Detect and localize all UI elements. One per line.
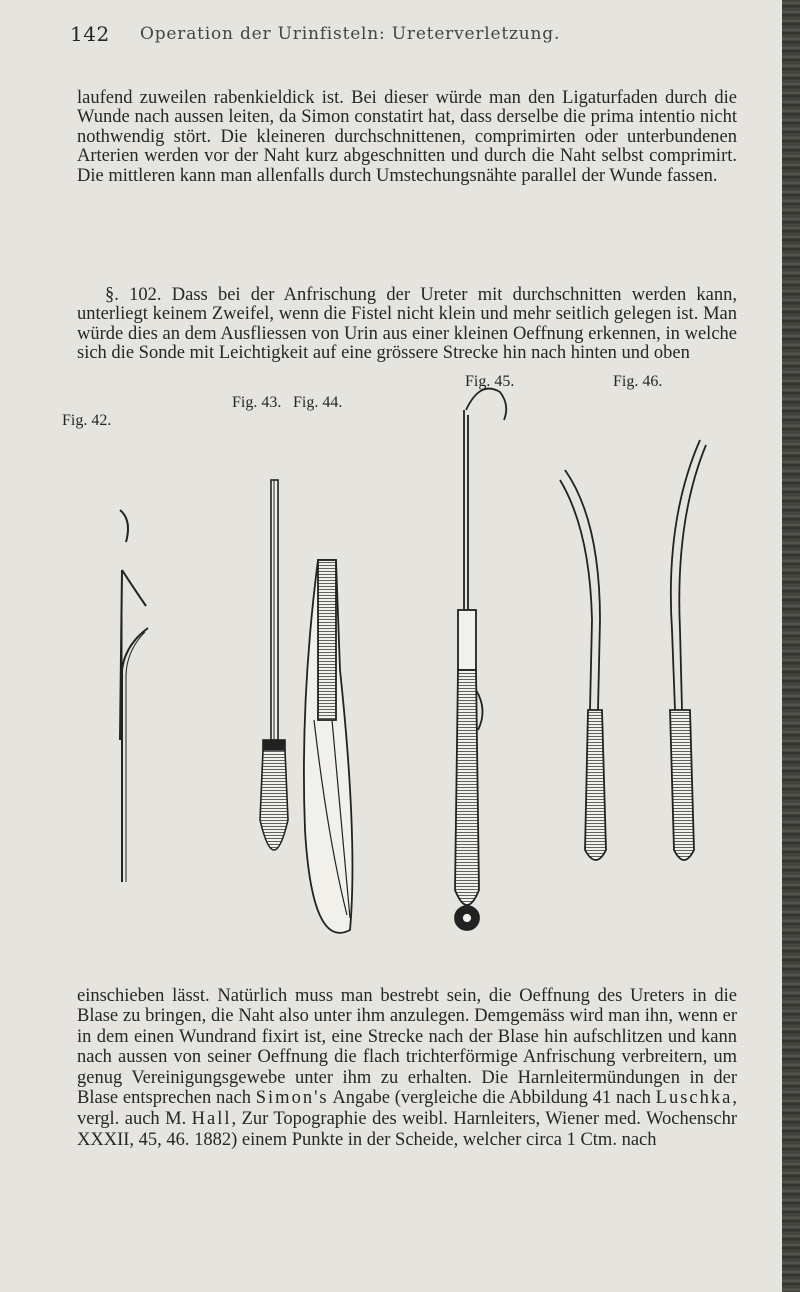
fig-44-caption: Fig. 44. [293, 394, 343, 411]
fig-46-instrument-right [670, 440, 706, 860]
paragraph-3 [77, 986, 737, 1151]
p3-text-a: einschieben lässt. Natürlich muss man bestrebt sein, die Oeffnung des Ureters in die Blase zu bringen, die Naht also unter ihm anzulegen. Demgemäss wird man ihn, wenn er in dem einen Wundrand fixirt ist, eine Strecke nach der Blase hin aufschlitzen und kann nach aussen von seiner Oeffnung die flach trichterförmige Anfrischung verbreitern, um genug Vereinigungsgewebe unter ihm zu erhalten. Die Harnleitermündungen in der Blase entsprechen nach [77, 985, 737, 1109]
author-hall: Hall [191, 1109, 232, 1130]
instrument-drawings [60, 370, 760, 950]
figure-plate [60, 370, 760, 950]
paragraph-1: laufend zuweilen rabenkieldick ist. Bei dieser würde man den Ligaturfaden durch die Wunde nach aussen leiten, da Simon constatirt hat, dass derselbe die prima intentio nicht nothwendig stört. Die kleineren durchschnittenen, comprimirten oder unterbundenen Arterien werden vor der Naht kurz abgeschnitten und durch die Naht selbst comprimirt. Die mittleren kann man allenfalls durch Umstechungsnähte parallel der Wunde fassen. [77, 87, 737, 186]
page-header [70, 22, 730, 52]
section-number: §. 102. [105, 284, 162, 305]
fig-43-caption: Fig. 43. [232, 394, 282, 411]
fig-46-instrument-left [560, 470, 606, 860]
author-luschka: Luschka [655, 1088, 733, 1109]
p3-text-c: , vergl. auch M. [77, 1088, 737, 1130]
p3-text-d: , Zur Topographie des weibl. Harnleiters, Wiener med. Wochenschr XXXII, 45, 46. 1882) einem Punkte in der Scheide, welcher circa 1 Ctm. nach [77, 1109, 737, 1150]
fig-44-loop-instrument [304, 560, 353, 933]
fig-45-caption: Fig. 45. [465, 373, 515, 390]
fig-46-caption: Fig. 46. [613, 373, 663, 390]
fig-43-sound [260, 480, 288, 850]
section-102-text: Dass bei der Anfrischung der Ureter mit durchschnitten werden kann, unterliegt keinem Zweifel, wenn die Fistel nicht klein und mehr seitlich gelegen ist. Man würde dies an dem Ausfliessen von Urin aus einer kleinen Oeffnung erkennen, in welche sich die Sonde mit Leichtigkeit auf eine grössere Strecke hin nach hinten und oben [77, 284, 738, 364]
fig-45-hooked-probe [455, 389, 506, 930]
running-title: Operation der Urinfisteln: Ureterverletzung. [140, 24, 561, 44]
paragraph-section-102 [77, 286, 737, 378]
fig-42-hook-probe [120, 510, 148, 882]
p3-text-b: Angabe (vergleiche die Abbildung 41 nach [328, 1088, 656, 1109]
page-number: 142 [70, 22, 110, 46]
book-edge [782, 0, 800, 1292]
author-simon: Simon's [255, 1088, 329, 1109]
fig-42-caption: Fig. 42. [62, 412, 112, 429]
